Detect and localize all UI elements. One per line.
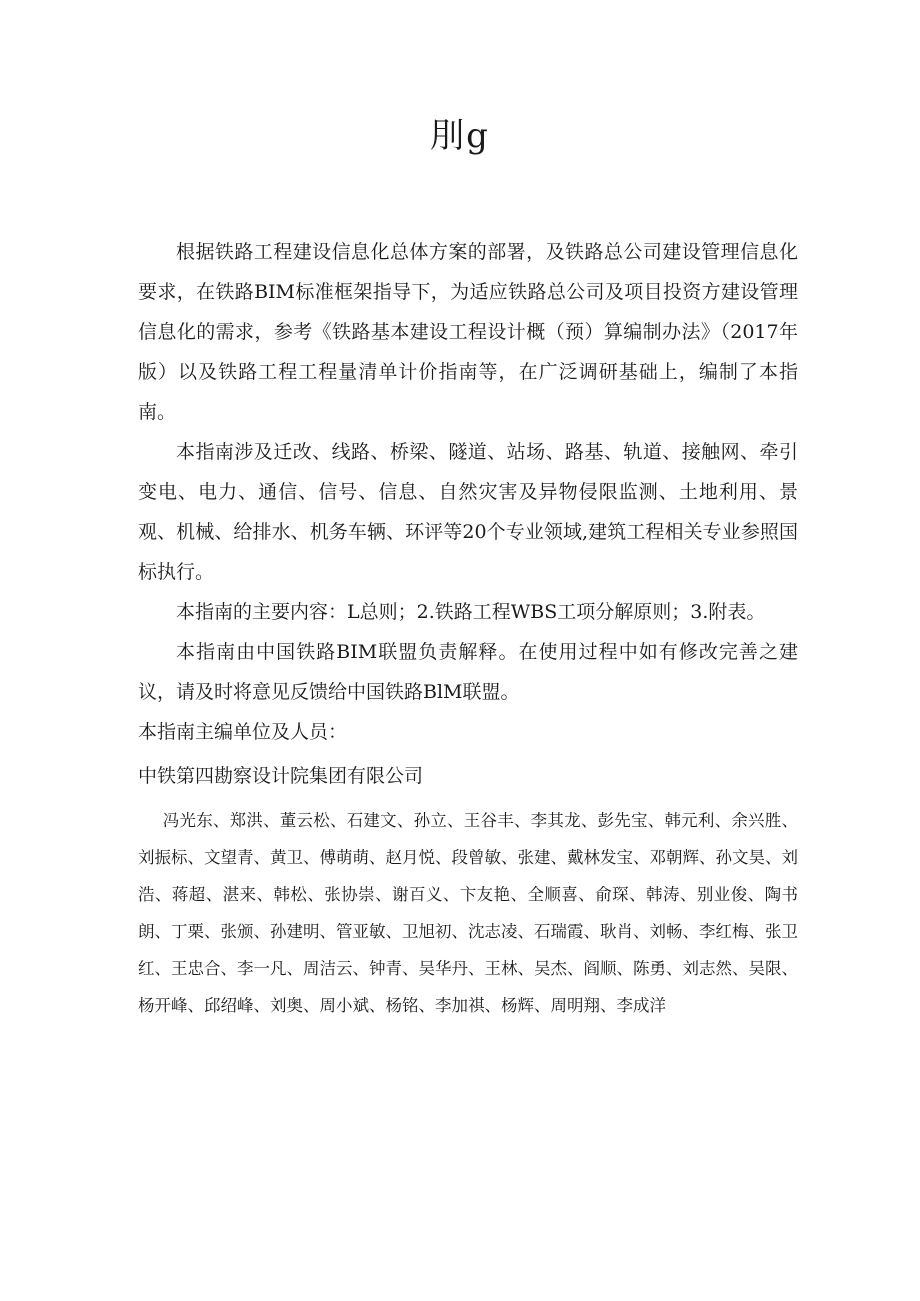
editor-heading: 本指南主编单位及人员： <box>138 721 348 743</box>
editor-organization: 中铁第四勘察设计院集团有限公司 <box>138 765 424 787</box>
paragraph-background: 根据铁路工程建设信息化总体方案的部署，及铁路总公司建设管理信息化要求，在铁路BIM标准框架指导下，为适应铁路总公司及项目投资方建设管理信息化的需求，参考《铁路基本建设工程设计概（预）算编制办法》（2017年版）以及铁路工程工程量清单计价指南等，在广泛调研基础上，编制了本指南。 <box>138 241 798 423</box>
page-title: 刖g <box>430 116 490 156</box>
editor-personnel-list: 冯光东、郑洪、董云松、石建文、孙立、王谷丰、李其龙、彭先宝、韩元利、余兴胜、刘振标、文望青、黄卫、傅萌萌、赵月悦、段曾敏、张建、戴林发宝、邓朝辉、孙文昊、刘浩、蒋超、湛来、韩松、张协崇、谢百义、卞友艳、全顺喜、俞琛、韩涛、别业俊、陶书朗、丁栗、张颁、孙建明、管亚敏、卫旭初、沈志凌、石瑞霞、耿肖、刘畅、李红梅、张卫红、王忠合、李一凡、周洁云、钟青、吴华丹、王林、吴杰、阎顺、陈勇、刘志然、吴限、杨开峰、邱绍峰、刘奥、周小斌、杨铭、李加祺、杨辉、周明翔、李成洋 <box>138 811 798 1015</box>
document-body <box>138 232 798 1024</box>
paragraph-contents: 本指南的主要内容：L总则；2.铁路工程WBS工项分解原则；3.附表。 <box>176 601 766 623</box>
paragraph-interpretation: 本指南由中国铁路BIM联盟负责解释。在使用过程中如有修改完善之建议，请及时将意见反馈给中国铁路BlM联盟。 <box>138 641 798 703</box>
paragraph-scope: 本指南涉及迁改、线路、桥梁、隧道、站场、路基、轨道、接触网、牵引变电、电力、通信、信号、信息、自然灾害及异物侵限监测、土地利用、景观、机械、给排水、机务车辆、环评等20个专业领域,建筑工程相关专业参照国标执行。 <box>138 441 798 583</box>
